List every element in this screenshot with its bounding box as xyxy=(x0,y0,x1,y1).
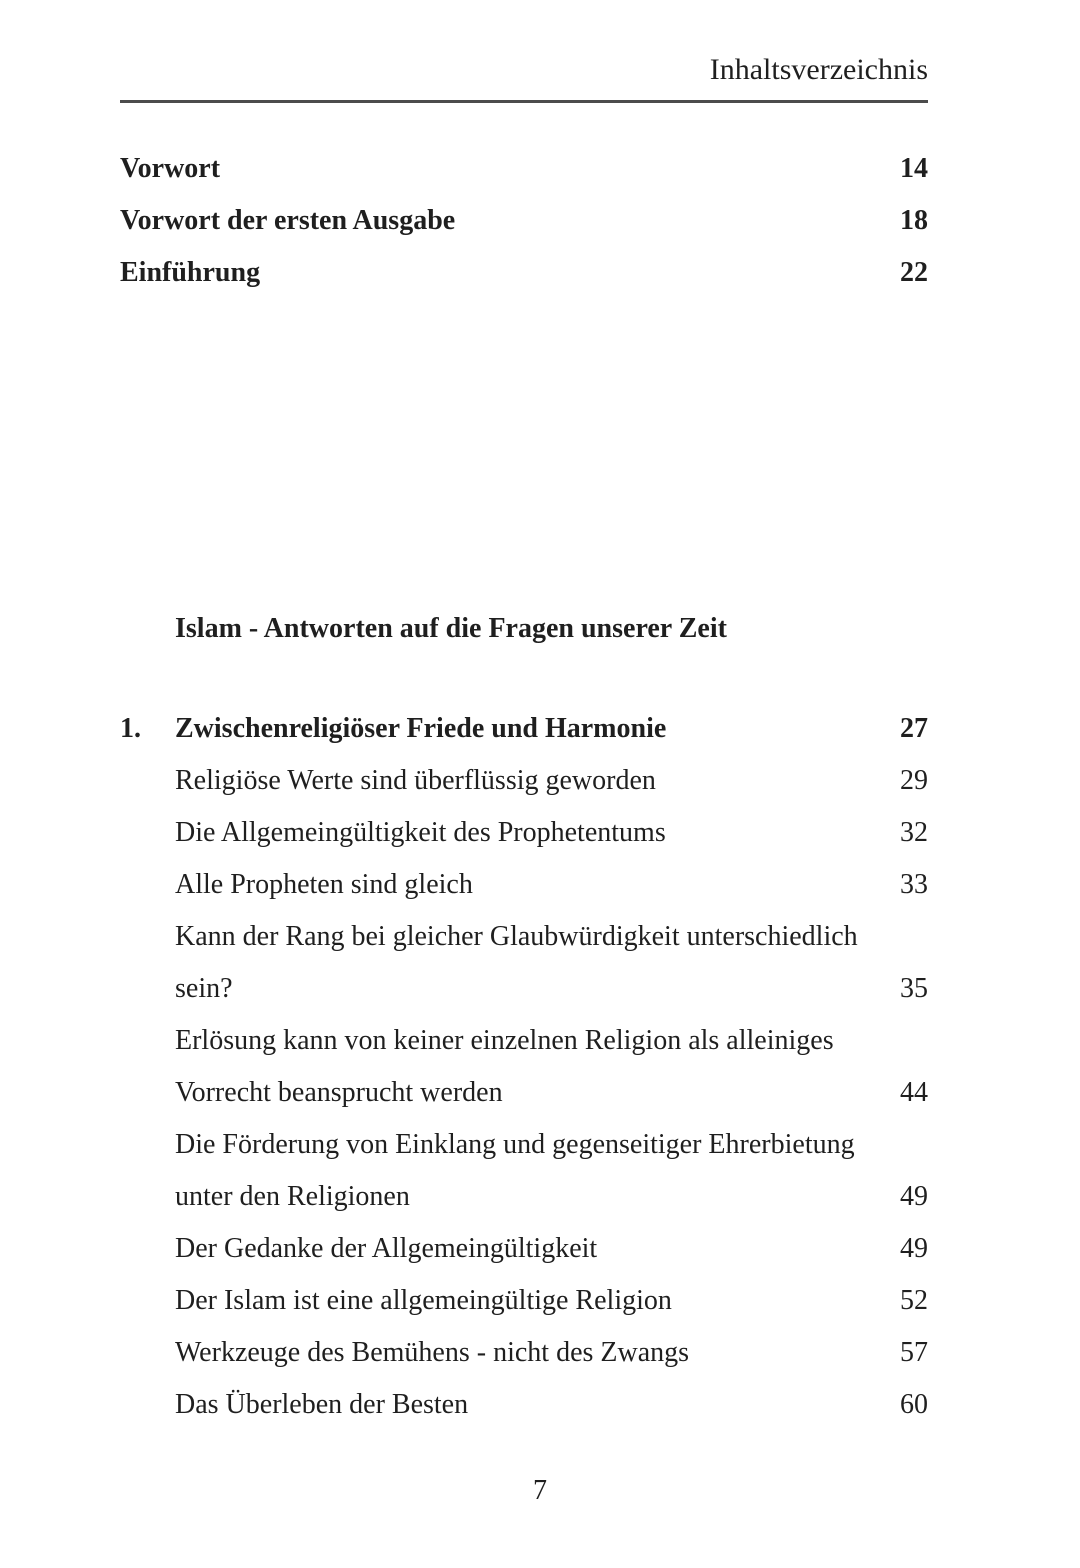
toc-entry xyxy=(120,1379,928,1431)
entry-page: 57 xyxy=(900,1337,928,1368)
entry-page: 18 xyxy=(900,205,928,236)
entry-title: Die Allgemeingültigkeit des Prophetentums xyxy=(175,817,666,848)
entry-title: Der Islam ist eine allgemeingültige Religion xyxy=(175,1285,672,1316)
entry-page: 22 xyxy=(900,257,928,288)
entry-page: 33 xyxy=(900,869,928,900)
toc-entry xyxy=(120,195,928,247)
front-matter-list xyxy=(120,143,928,299)
entry-title: Der Gedanke der Allgemeingültigkeit xyxy=(175,1233,598,1264)
entry-title: Alle Propheten sind gleich xyxy=(175,869,473,900)
entry-title: Die Förderung von Einklang und gegenseitiger Ehrerbietung unter den Religionen xyxy=(175,1129,855,1212)
chapter-page: 27 xyxy=(900,713,928,744)
entry-page: 49 xyxy=(900,1181,928,1212)
entry-title: Religiöse Werte sind überflüssig geworden xyxy=(175,765,656,796)
toc-entry xyxy=(120,859,928,911)
toc-entry xyxy=(120,247,928,299)
entry-page: 49 xyxy=(900,1233,928,1264)
toc-entry xyxy=(120,143,928,195)
toc-entry xyxy=(120,1327,928,1379)
toc-entry xyxy=(120,911,928,1015)
toc-entry xyxy=(120,1015,928,1119)
page-number-footer: 7 xyxy=(533,1475,547,1506)
entry-page: 35 xyxy=(900,973,928,1004)
chapter-title: Zwischenreligiöser Friede und Harmonie xyxy=(175,713,667,744)
chapter-number: 1. xyxy=(120,713,141,744)
toc-entry xyxy=(120,755,928,807)
entry-page: 60 xyxy=(900,1389,928,1420)
chapter-entry xyxy=(120,703,928,755)
entry-title: Das Überleben der Besten xyxy=(175,1389,469,1420)
entry-page: 29 xyxy=(900,765,928,796)
entry-title: Werkzeuge des Bemühens - nicht des Zwangs xyxy=(175,1337,690,1368)
entry-title: Kann der Rang bei gleicher Glaubwürdigkeit unterschiedlich sein? xyxy=(175,921,858,1004)
entry-title: Vorwort der ersten Ausgabe xyxy=(120,205,456,236)
entry-page: 32 xyxy=(900,817,928,848)
part-heading: Islam - Antworten auf die Fragen unserer Zeit xyxy=(175,613,727,644)
chapter-block xyxy=(120,703,928,1431)
sub-entry-list xyxy=(120,755,928,1431)
entry-page: 52 xyxy=(900,1285,928,1316)
entry-page: 44 xyxy=(900,1077,928,1108)
entry-title: Einführung xyxy=(120,257,261,288)
toc-entry xyxy=(120,807,928,859)
running-header: Inhaltsverzeichnis xyxy=(120,0,928,103)
entry-page: 14 xyxy=(900,153,928,184)
toc-entry xyxy=(120,1275,928,1327)
toc-entry xyxy=(120,1223,928,1275)
entry-title: Erlösung kann von keiner einzelnen Religion als alleiniges Vorrecht beansprucht werden xyxy=(175,1025,834,1108)
toc-entry xyxy=(120,1119,928,1223)
entry-title: Vorwort xyxy=(120,153,221,184)
